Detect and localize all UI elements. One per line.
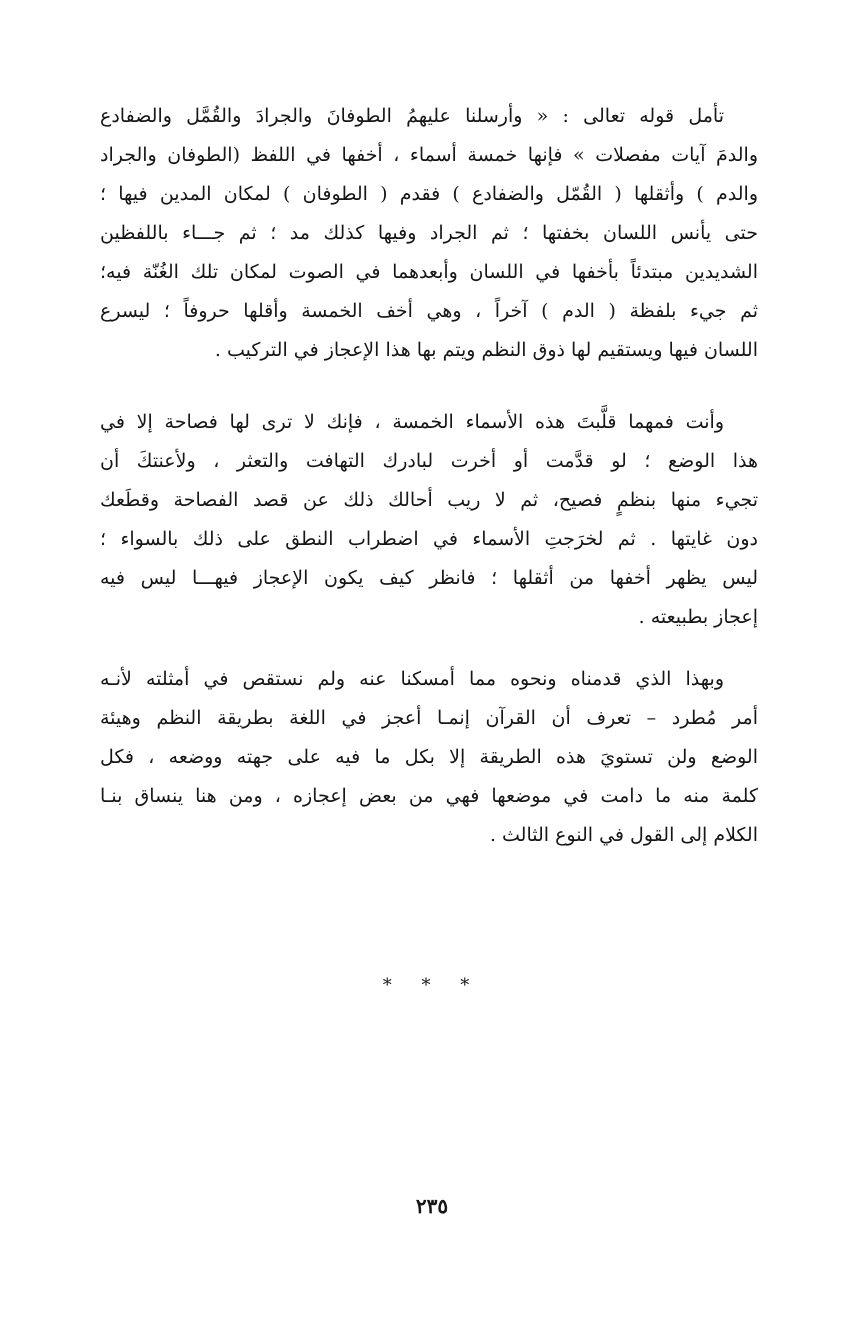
paragraph-line: تأمل قوله تعالى : « وأرسلنا عليهمُ الطوفانَ والجرادَ والقُمَّل والضفادع [100, 105, 724, 127]
paragraph-line: الوضع ولن تستويَ هذه الطريقة إلا بكل ما فيه على جهته ووضعه ، فكل [100, 746, 758, 768]
paragraph-line: الشديدين مبتدئاً بأخفها في اللسان وأبعدهما في الصوت لمكان تلك الغُنّة فيه؛ [100, 261, 758, 283]
paragraph-line: دون غايتها . ثم لخرَجتِ الأسماء في اضطراب النطق على ذلك بالسواء ؛ [100, 528, 758, 550]
paragraph-line: هذا الوضع ؛ لو قدَّمت أو أخرت لبادرك التهافت والتعثر ، ولأعنتكَ أن [100, 450, 758, 472]
paragraph-line: كلمة منه ما دامت في موضعها فهي من بعض إعجازه ، ومن هنا ينساق بنـا [100, 785, 758, 807]
paragraph-1 [100, 97, 758, 370]
paragraph-line: وأنت فمهما قلَّبتَ هذه الأسماء الخمسة ، فإنك لا ترى لها فصاحة إلا في [100, 411, 724, 433]
paragraph-line: اللسان فيها ويستقيم لها ذوق النظم ويتم بها هذا الإعجاز في التركيب . [214, 339, 758, 361]
paragraph-line: ليس يظهر أخفها من أثقلها ؛ فانظر كيف يكون الإعجاز فيهـــا ليس فيه [100, 567, 758, 589]
paragraph-line: الكلام إلى القول في النوع الثالث . [489, 824, 758, 846]
paragraph-line: أمر مُطرد – تعرف أن القرآن إنمـا أعجز في اللغة بطريقة النظم وهيئة [100, 707, 758, 729]
paragraph-line: إعجاز بطبيعته . [638, 606, 758, 628]
page-number: ٢٣٥ [415, 1194, 449, 1218]
paragraph-line: ثم جيء بلفظة ( الدم ) آخراً ، وهي أخف الخمسة وأقلها حروفاً ؛ ليسرع [100, 300, 758, 322]
section-separator: * * * [382, 975, 482, 996]
paragraph-line: والدم ) وأثقلها ( القُمّل والضفادع ) فقدم ( الطوفان ) لمكان المدين فيها ؛ [100, 183, 758, 205]
paragraph-line: تجيء منها بنظمٍ فصيح، ثم لا ريب أحالك ذلك عن قصد الفصاحة وقطَعك [100, 489, 758, 511]
paragraph-line: والدمَ آيات مفصلات » فإنها خمسة أسماء ، أخفها في اللفظ (الطوفان والجراد [100, 144, 758, 166]
paragraph-2 [100, 403, 758, 637]
paragraph-3 [100, 660, 758, 855]
paragraph-line: حتى يأنس اللسان بخفتها ؛ ثم الجراد وفيها كذلك مد ؛ ثم جـــاء باللفظين [100, 222, 758, 244]
paragraph-line: وبهذا الذي قدمناه ونحوه مما أمسكنا عنه ولم نستقص في أمثلته لأنـه [100, 668, 724, 690]
